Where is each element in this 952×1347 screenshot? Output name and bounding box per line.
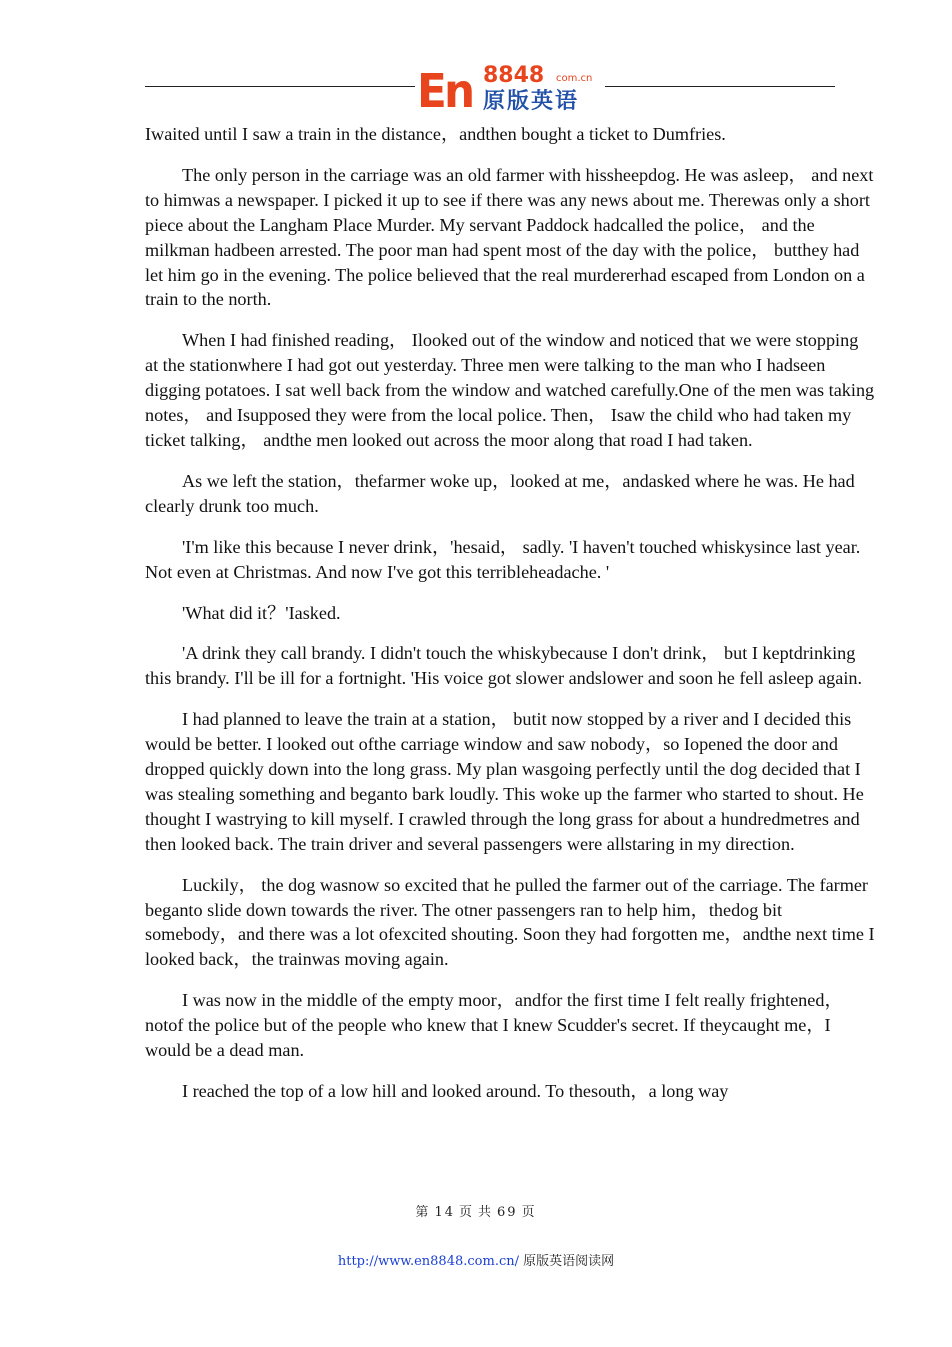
paragraph: As we left the station，thefarmer woke up，looked at me，andasked where he was. He had clearly drunk too much. <box>145 470 855 516</box>
paragraph: Luckily， the dog wasnow so excited that he pulled the farmer out of the carriage. The farmer beganto slide down towards the river. The otner passengers ran to help him，thedog bit somebody，and there was a lot ofexcited shouting. Soon they had forgotten me，andthe next time I looked back，the trainwas moving again. <box>145 874 875 970</box>
page-number <box>0 1201 952 1220</box>
paragraph: 'I'm like this because I never drink，'hesaid， sadly. 'I haven't touched whiskysince last year. Not even at Christmas. And now I've got this terribleheadache. ' <box>145 536 861 582</box>
page-number-suffix: 页 <box>521 1205 537 1220</box>
page-number-total: 69 <box>497 1205 518 1220</box>
site-logo <box>413 64 609 120</box>
header-rule-left <box>145 86 415 87</box>
paragraph: The only person in the carriage was an old farmer with hissheepdog. He was asleep， and next to himwas a newspaper. I picked it up to see if there was any news about me. Therewas only a short piece about the Langham Place Murder. My servant Paddock hadcalled the police， and the milkman hadbeen arrested. The poor man had spent most of the day with the police， butthey had let him go in the evening. The police believed that the real murdererhad escaped from London on a train to the north. <box>145 164 874 310</box>
page-header <box>145 62 835 122</box>
page-number-current: 14 <box>434 1205 455 1220</box>
logo-number: 8848 <box>483 63 545 88</box>
page-number-prefix: 第 <box>415 1205 431 1220</box>
paragraph: I reached the top of a low hill and looked around. To thesouth，a long way <box>182 1081 729 1101</box>
logo-mark: En <box>417 64 473 118</box>
paragraph: When I had finished reading， Ilooked out of the window and noticed that we were stopping at the stationwhere I had got out yesterday. Three men were talking to the man who I hadseen digging potatoes. I sat well back from the window and watched carefully.One of the men was taking notes， and Isupposed they were from the local police. Then， Isaw the child who had taken my ticket talking， andthe men looked out across the moor along that road I had taken. <box>145 330 875 450</box>
paragraph: 'What did it？'Iasked. <box>182 602 341 623</box>
footer-site-name: 原版英语阅读网 <box>523 1254 615 1269</box>
logo-chinese: 原版英语 <box>483 89 580 114</box>
paragraph: I had planned to leave the train at a station， butit now stopped by a river and I decided this would be better. I looked out ofthe carriage window and saw nobody，so Iopened the door and dropped quickly down into the long grass. My plan wasgoing perfectly until the dog decided that I was stealing something and beganto bark loudly. This woke up the farmer who started to shout. He thought I wastrying to kill myself. I crawled through the long grass for about a hundredmetres and then looked back. The train driver and several passengers were allstaring in my direction. <box>145 709 864 854</box>
logo-domain: com.cn <box>556 73 593 84</box>
page-footer <box>0 1250 952 1269</box>
paragraph: 'A drink they call brandy. I didn't touch the whiskybecause I don't drink， but I keptdrinking this brandy. I'll be ill for a fortnight. 'His voice got slower andslower and soon he fell asleep again. <box>145 643 863 689</box>
page-number-total-word: 共 <box>478 1205 494 1220</box>
page-number-word: 页 <box>458 1205 474 1220</box>
footer-url-link[interactable]: http://www.en8848.com.cn/ <box>337 1254 519 1269</box>
header-rule-right <box>605 86 835 87</box>
body-text <box>145 122 875 1120</box>
paragraph: Iwaited until I saw a train in the distance，andthen bought a ticket to Dumfries. <box>145 124 726 144</box>
paragraph: I was now in the middle of the empty moor，andfor the first time I felt really frightened，notof the police but of the people who knew that I knew Scudder's secret. If theycaught me，I would be a dead man. <box>145 990 843 1061</box>
